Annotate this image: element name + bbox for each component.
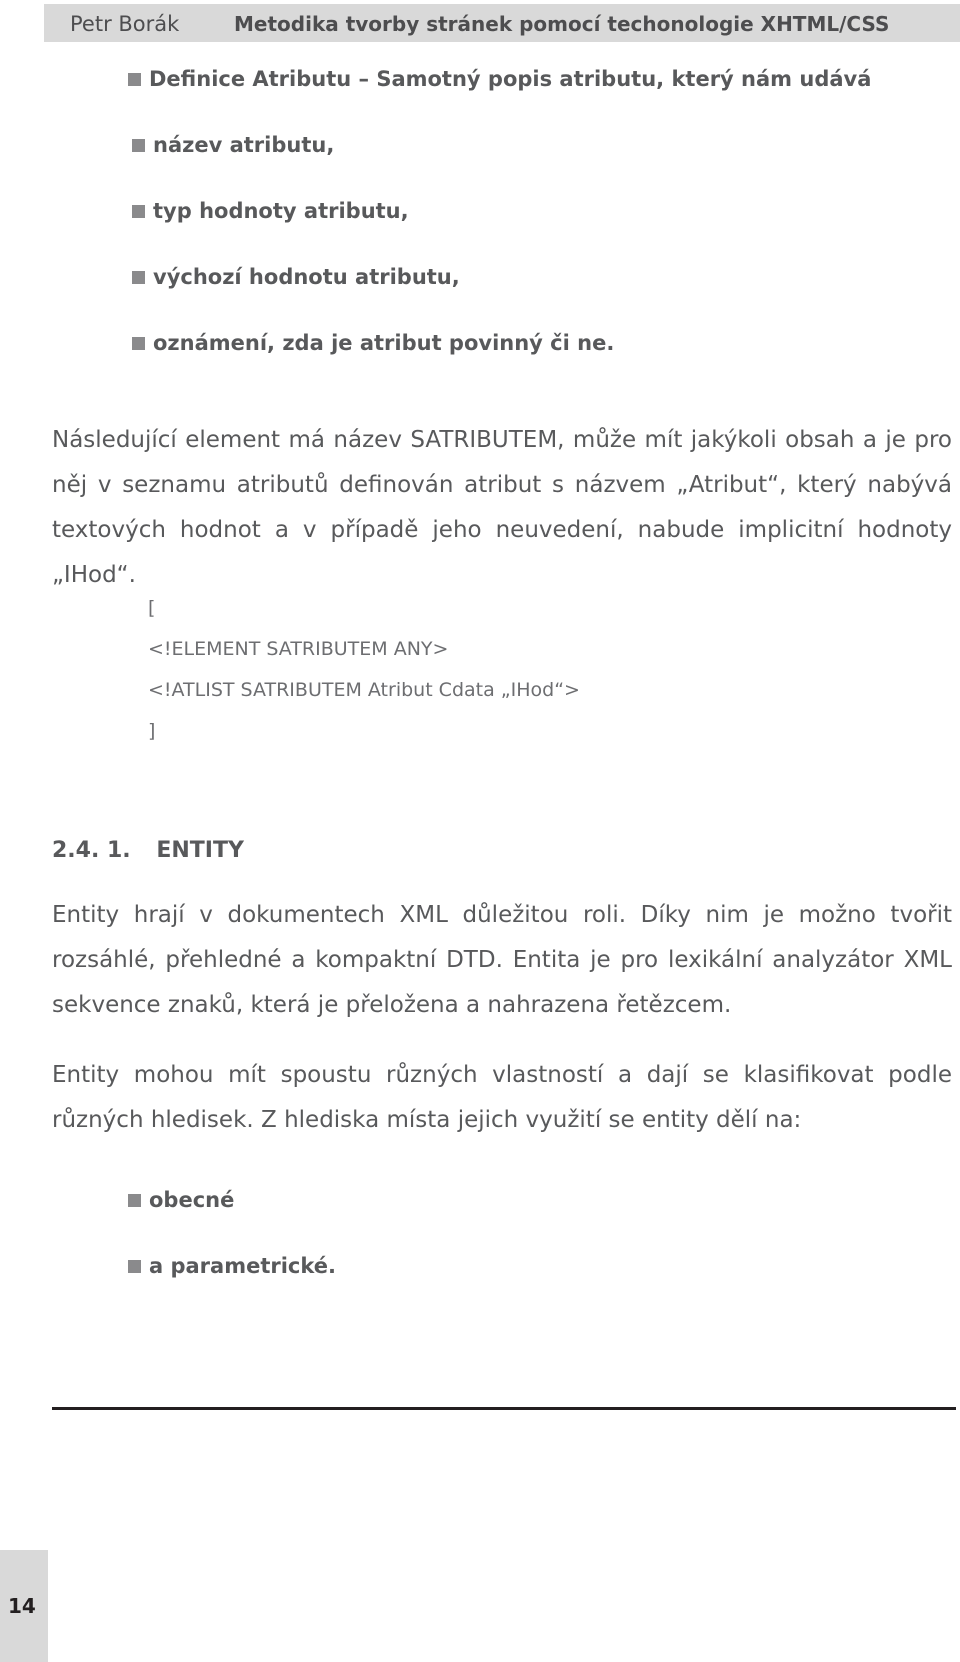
- list-item: [132, 310, 871, 376]
- header-title: Metodika tvorby stránek pomocí techonologie XHTML/CSS: [234, 12, 890, 36]
- list-item: [128, 1233, 336, 1299]
- entity-classification-paragraph: Entity mohou mít spoustu různých vlastností a dají se klasifikovat podle různých hledisek. Z hlediska místa jejich využití se entity dělí na:: [52, 1062, 952, 1133]
- list-item-text: výchozí hodnotu atributu,: [153, 265, 460, 289]
- square-bullet-icon: [128, 1260, 141, 1273]
- list-item: [128, 46, 871, 112]
- page-header: [44, 4, 960, 42]
- list-item-text: oznámení, zda je atribut povinný či ne.: [153, 331, 615, 355]
- header-author: Petr Borák: [70, 12, 180, 36]
- code-line: <!ELEMENT SATRIBUTEM ANY>: [148, 638, 449, 660]
- section-title: ENTITY: [156, 838, 244, 863]
- list-item: [128, 1167, 336, 1233]
- square-bullet-icon: [132, 337, 145, 350]
- list-item-text: typ hodnoty atributu,: [153, 199, 409, 223]
- list-item-text: a parametrické.: [149, 1254, 337, 1278]
- attribute-definition-list: [132, 46, 871, 376]
- list-item: [132, 244, 871, 310]
- list-item-text: obecné: [149, 1188, 235, 1212]
- section-number: 2.4. 1.: [52, 838, 131, 863]
- code-line: [: [148, 597, 156, 619]
- square-bullet-icon: [132, 205, 145, 218]
- square-bullet-icon: [132, 271, 145, 284]
- code-line: <!ATLIST SATRIBUTEM Atribut Cdata „IHod“>: [148, 679, 580, 701]
- satributem-paragraph: Následující element má název SATRIBUTEM, může mít jakýkoli obsah a je pro něj v seznamu atributů definován atribut s názvem „Atribut“, který nabývá textových hodnot a v případě jeho neuvedení, nabude implicitní hodnoty „IHod“.: [52, 427, 952, 588]
- list-item-text: Definice Atributu – Samotný popis atributu, který nám udává: [149, 67, 872, 91]
- entity-type-list: [128, 1167, 336, 1299]
- code-line: ]: [148, 720, 156, 742]
- footer-divider: [52, 1407, 956, 1410]
- section-heading: [52, 838, 244, 863]
- entity-intro-paragraph: Entity hrají v dokumentech XML důležitou roli. Díky nim je možno tvořit rozsáhlé, přehledné a kompaktní DTD. Entita je pro lexikální analyzátor XML sekvence znaků, která je přeložena a nahrazena řetězcem.: [52, 902, 952, 1018]
- list-item: [132, 178, 871, 244]
- square-bullet-icon: [128, 73, 141, 86]
- list-item: [132, 112, 871, 178]
- square-bullet-icon: [128, 1194, 141, 1207]
- page-number-tab: [0, 1550, 48, 1662]
- dtd-code-block: [148, 588, 580, 752]
- list-item-text: název atributu,: [153, 133, 335, 157]
- page-number: 14: [8, 1594, 36, 1618]
- square-bullet-icon: [132, 139, 145, 152]
